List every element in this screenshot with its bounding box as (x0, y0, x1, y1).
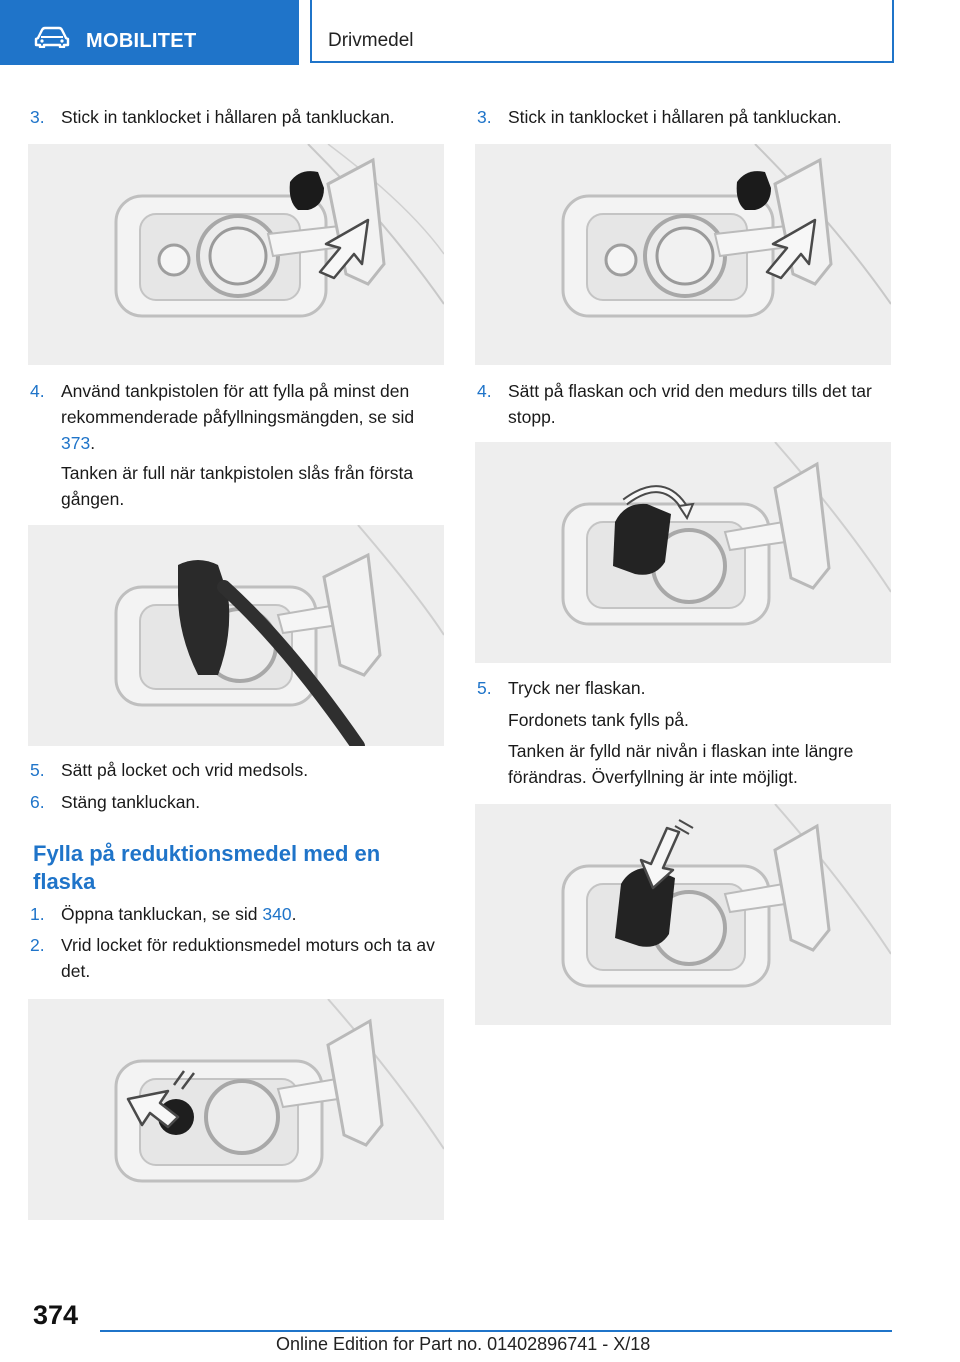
edition-text: Online Edition for Part no. 01402896741 - X/18 (276, 1334, 651, 1354)
figure-attach-bottle (475, 442, 891, 663)
footer-divider (100, 1330, 892, 1332)
section-heading: Fylla på reduktionsmedel med en flaska (33, 841, 381, 894)
step-number: 3. (477, 107, 492, 127)
step-number: 5. (30, 760, 45, 780)
figure-cap-in-holder-right (475, 144, 891, 365)
step-text-end: . (90, 433, 96, 453)
page-link[interactable]: 373 (61, 433, 91, 453)
figure-cap-in-holder (28, 144, 444, 365)
page-number: 374 (33, 1300, 79, 1330)
step-number: 4. (477, 381, 492, 401)
step-text: Stäng tankluckan. (61, 792, 201, 812)
step-text-main: Öppna tankluckan, se sid (61, 904, 263, 924)
section-tab (0, 0, 299, 65)
step-number: 6. (30, 792, 45, 812)
step-text (61, 901, 445, 927)
step-number: 4. (30, 381, 45, 401)
chapter-label: Drivmedel (328, 30, 414, 51)
figure-press-bottle (475, 804, 891, 1025)
step-number: 2. (30, 935, 45, 955)
step-note-2: Tanken är fylld när nivån i flaskan inte längre förändras. Överfyllning är inte möjligt. (508, 741, 854, 787)
step-note-1: Fordonets tank fylls på. (508, 710, 689, 730)
step-number: 3. (30, 107, 45, 127)
step-note: Tanken är full när tankpistolen slås från första gången. (61, 463, 414, 509)
step-text: Sätt på flaskan och vrid den medurs tills det tar stopp. (508, 381, 872, 427)
page-link[interactable]: 340 (262, 904, 292, 924)
step-text: Sätt på locket och vrid medsols. (61, 760, 309, 780)
step-number: 1. (30, 904, 45, 924)
figure-remove-cap (28, 999, 444, 1220)
step-text: Vrid locket för reduktionsmedel moturs och ta av det. (61, 935, 435, 981)
step-text-end: . (291, 904, 297, 924)
step-text: Stick in tanklocket i hållaren på tankluckan. (508, 107, 842, 127)
car-icon (34, 26, 70, 48)
step-text: Tryck ner flaskan. (508, 678, 646, 698)
chapter-tab (310, 0, 894, 63)
section-label: MOBILITET (86, 30, 197, 52)
figure-nozzle-filling (28, 525, 444, 746)
step-text: Stick in tanklocket i hållaren på tankluckan. (61, 107, 395, 127)
step-text-main: Använd tankpistolen för att fylla på minst den rekommenderade påfyllningsmängden, se sid (61, 381, 415, 427)
step-text (61, 378, 445, 456)
step-number: 5. (477, 678, 492, 698)
